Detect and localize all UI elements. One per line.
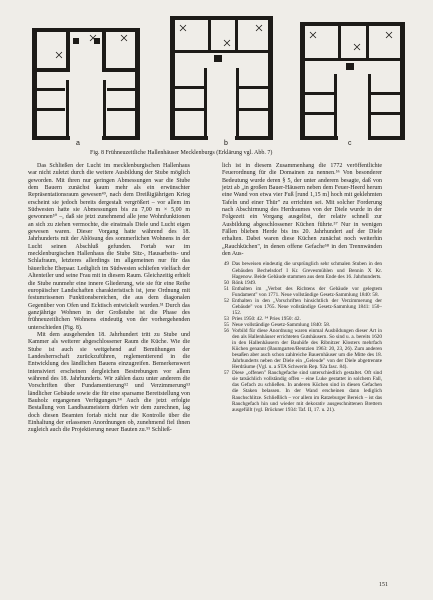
paragraph: Das Schließen der Lucht im mecklenburgischen Hallenhaus war nicht zuletzt durch die weitere Ausbildung der Stube möglich geworden. Mit ihren nur geringen Abmessungen war die Stube dem Bauern zunächst kaum mehr als ein erwünschter Repräsentationsraum gewesen⁴⁹, nach dem Dreißigjährigen Krieg erscheint sie jedoch bereits dergestalt vergrößert – vor allem im Südwesten hatte sie Abmessungen bis zu 7,00 m × 5,00 m gewonnen⁵⁰ –, daß sie jetzt zunehmend alle jene Wohnfunktionen an sich zu ziehen vermochte, die einstmals Diele und Lucht eigen gewesen waren. Dieser Vorgang hatte während des 18. Jahrhunderts mit der Ablösung des sommerlichen Wohnens in der Lucht seinen Abschluß gefunden. Fortab war im mecklenburgischen Hallenhaus die Stube Sitz-, Hausarbeits- und Schlafraum, letzteres allerdings im allgemeinen nur für das bäuerliche Ehepaar. Lediglich im Südwesten schliefen vielfach der Altenteiler und seine Frau mit in diesem Raum. Gleichzeitig erhielt die Stube nunmehr eine innere Gliederung, wie sie für eine Reihe europäischer Landschaften charakteristisch ist, jene Ordnung mit festumrissenen Funktionsbereichen, die aus dem diagonalen Gegenüber von Ofen und Ecktisch entwickelt wurden.⁵¹ Durch das ganzjährige Wohnen in der Großstube ist die Phase des frühneuzeitlichen Wohnens eindeutig von der vorhergehenden unterschieden (Fig. 8). — [28, 163, 190, 331]
footnote-text: Diese „offenen" Rauchgefache sind unterschiedlich gestaltet. Oft sind sie tatsächlich vollständig offen – eine Luke gestattet in solchem Fall, das Gefach zu schließen. In anderen Küchen sind in diesen Gefachen die Staken belassen. In der Wand erscheinen dann lediglich Rauchschlitze. Schließlich – vor allem im Ratzeburger Bereich – ist das Rauchgefach hin und wieder mit dekorativ ausgeschnittenen Brettern ausgefüllt (vgl. Brückner 1934: Taf. II, 17. u. 21). — [232, 370, 382, 413]
footnotes — [222, 261, 382, 412]
right-column — [222, 163, 382, 413]
paragraph: Mit dem ausgehenden 18. Jahrhundert tritt zu Stube und Kammer als weiterer abgeschlossener Raum die Küche. Wie die Stube ist auch sie weitgehend auf Bemühungen der Landesherrschaft zurückzuführen, reglementierend in die Entwicklung des ländlichen Bauens einzugreifen. Bemerkenswert intensiviert erscheinen dergleichen Bestrebungen vor allem während des 18. Jahrhunderts. Wir zählen dazu unter anderem die Vorschriften über Fundamentierung⁵² und Verzimmerung⁵³ ländlicher Gebäude sowie die für eine sparsame Bereitstellung von Bauholz ergangenen Verfügungen.⁵⁴ Auch die jetzt erfolgte Bestallung von Landbaumeistern dürfen wir dem zurechnen, lag doch diesen Beamten fortab nicht nur die Kontrolle über die Einhaltung der erlassenen Anordnungen ob, zunehmend fiel ihnen zugleich auch die Projektierung neuer Bauten zu.⁵⁵ Schließ- — [28, 331, 190, 434]
footnote-text: Neue vollständige Gesetz-Sammlung 1840: 58. — [232, 321, 331, 328]
floor-plan-b — [170, 16, 273, 140]
footnote-number: 53 — [223, 315, 229, 322]
plan-label-c: c — [348, 140, 352, 147]
footnote-text: Enthalten im „Verbot des Richtens der Gebäude vor gelegtem Fundament" von 1771. Neue vollständige Gesetz-Sammlung 1840: 58. — [232, 285, 382, 298]
footnote-number: 55 — [223, 321, 229, 328]
footnote-number: 57 — [223, 370, 229, 377]
paragraph: lich ist in diesem Zusammenhang die 1772 veröffentlichte Feuerordnung für die Domainen zu nennen.⁵⁶ Von besonderer Bedeutung wurde deren § 5, der unter anderem besagte, daß von jetzt ab „in großen Bauer-Häusern neben dem Feuer-Heerd herum eine Wand von etwa vier Fuß [rund 1,15 m] hoch mit geklehmten Tafeln und einer Thür" zu errichten sei. Mit solcher Forderung nach Abschirmung des Herdraumes von der Diele wurde in der Folgezeit ein Vorgang ausgelöst, der relativ schnell zur Ausbildung abgeschlossener Küchen führte.⁵⁷ Nur in wenigen Fällen blieben Herde bis ins 20. Jahrhundert auf der Diele erhalten. Dabei waren diese Küchen zunächst noch weiterhin „Rauchküchen", in denen offene Gefache⁵⁸ in den Trennwänden den Aus- — [222, 163, 382, 258]
floor-plan-c — [300, 22, 405, 140]
footnote-text: Rönk 1949. — [232, 279, 257, 286]
footnote-number: 49 — [223, 261, 229, 268]
floor-plans-drawing — [28, 8, 408, 148]
footnote-text: Vorbild für diese Anordnung waren einmal Ausbildungen dieser Art in den als Hallenhäuser errichteten Gutshäusern. So sind u. a. bereits 1620 in den Hallenhäusern der Bauhöfe des Ribnitzer Klosters mehrfach Küchen genannt (Baumgarten/Bentzien 1963: 20, 23, 26). Zum anderen besaßen aber auch schon zahlreiche Bauernhäuser um die Mitte des 18. Jahrhunderts neben der Diele ein „Geleude" von der Diele abgetrennte Herdräume (Vgl. u. a STA Schwerin Rep. 92a fasc. 84). — [232, 327, 382, 371]
footnote — [222, 261, 382, 279]
footnote — [222, 298, 382, 316]
footnote-number: 56 — [223, 327, 229, 334]
floor-plans-figure — [28, 8, 408, 148]
footnote-number: 50 — [223, 279, 229, 286]
plan-label-a: a — [76, 140, 80, 147]
footnote — [222, 370, 382, 412]
footnote — [222, 286, 382, 298]
footnote — [222, 328, 382, 370]
figure-caption: Fig. 8 Frühneuzeitliche Hallenhäuser Mecklenburgs (Erklärung vgl. Abb. 7) — [90, 150, 273, 156]
footnote-number: 51 — [223, 285, 229, 292]
left-column — [28, 163, 190, 435]
footnote-text: Enthalten in den „Vorschriften hinsichtlich der Verzimmerung der Gebäude" von 1765. Neue vollständige Gesetz-Sammlung 1841: 150–152. — [232, 297, 382, 316]
floor-plan-a — [32, 28, 140, 140]
footnote-text: Das beweisen eindeutig die ursprünglich sehr schmalen Stuben in den Gebäuden Bechelsdorf I Kr. Grevesmühlen und Bennin X Kr. Hagenow. Beide Gebäude stammen aus dem Ende des 16. Jahrhunderts. — [232, 261, 382, 280]
page-number: 151 — [379, 582, 388, 588]
plan-label-b: b — [224, 140, 228, 147]
footnote-text: Pries 1950: 42. ⁵⁴ Pries 1950: 42. — [232, 315, 301, 322]
footnote-number: 52 — [223, 297, 229, 304]
